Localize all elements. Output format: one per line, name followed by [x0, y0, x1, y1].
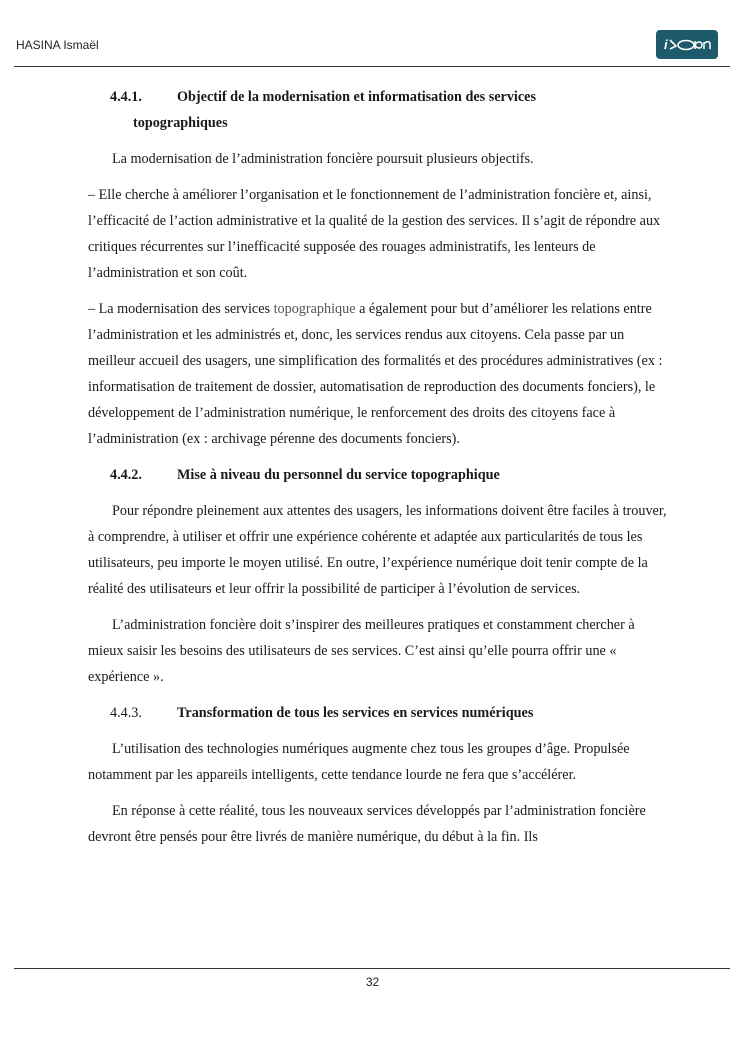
paragraph-intro: La modernisation de l’administration foncière poursuit plusieurs objectifs. — [112, 151, 534, 167]
objective-2-start: – La modernisation des services — [88, 301, 274, 317]
objective-2-highlight: topographique — [273, 301, 356, 317]
page-number: 32 — [365, 975, 380, 989]
section-number: 4.4.1. — [110, 89, 142, 105]
logo-graphic — [656, 30, 718, 59]
section-title-line2: topographiques — [133, 115, 228, 131]
paragraph-digital-1: L’utilisation des technologies numériques augmente chez tous les groupes d’âge. Propulsée notamment par les appareils intelligents, cette tendance lourde ne fera que s’accélérer. — [88, 741, 630, 783]
ieb-logo-icon — [656, 30, 718, 59]
svg-text:i: i — [664, 37, 668, 52]
section-title-line1: Objectif de la modernisation et informatisation des services — [177, 89, 536, 105]
section-title: Mise à niveau du personnel du service topographique — [177, 467, 500, 483]
section-number: 4.4.2. — [110, 467, 142, 483]
section-heading-4-4-2 — [88, 462, 668, 488]
footer-divider — [14, 968, 730, 969]
paragraph-objective-1: – Elle cherche à améliorer l’organisation et le fonctionnement de l’administration foncière et, ainsi, l’efficacité de l’action administrative et la qualité de la gestion des services. Il s’agit de répondre aux critiques récurrentes sur l’inefficacité supposée des rouages administratifs, les lenteurs de l’administration et son coût. — [88, 187, 661, 281]
objective-2-rest: a également pour but d’améliorer les relations entre l’administration et les administrés et, donc, les services rendus aux citoyens. Cela passe par un meilleur accueil des usagers, une simplification des formalités et des procédures administratives (ex : informatisation de traitement de dossier, automatisation de reproduction des documents fonciers), le développement de l’administration numérique, le renforcement des droits des citoyens face à l’administration (ex : archivage pérenne des documents fonciers). — [88, 301, 663, 447]
paragraph-personnel-2: L’administration foncière doit s’inspirer des meilleures pratiques et constamment chercher à mieux saisir les besoins des utilisateurs de ses services. C’est ainsi qu’elle pourra offrir une « expérience ». — [88, 617, 635, 685]
section-heading-4-4-1 — [88, 84, 668, 136]
section-title: Transformation de tous les services en services numériques — [177, 705, 534, 721]
section-heading-4-4-3 — [88, 700, 668, 726]
document-body — [88, 84, 668, 860]
paragraph-objective-2 — [88, 296, 668, 452]
paragraph-personnel-1: Pour répondre pleinement aux attentes des usagers, les informations doivent être faciles à trouver, à comprendre, à utiliser et offrir une expérience cohérente et adaptée aux particularités de tous les utilisateurs, peu importe le moyen utilisé. En outre, l’expérience numérique doit tenir compte de la réalité des utilisateurs et leur offrir la possibilité de participer à l’évolution de services. — [88, 503, 667, 597]
paragraph-digital-2: En réponse à cette réalité, tous les nouveaux services développés par l’administration foncière devront être pensés pour être livrés de manière numérique, du début à la fin. Ils — [88, 803, 646, 845]
header-divider — [14, 66, 730, 67]
section-number: 4.4.3. — [110, 705, 142, 721]
header-author: HASINA Ismaël — [16, 38, 99, 52]
